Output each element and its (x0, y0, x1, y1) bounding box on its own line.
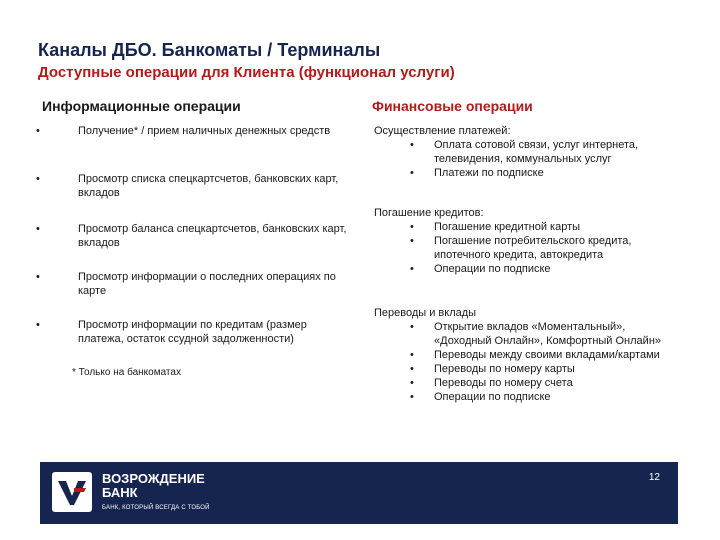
page-title: Каналы ДБО. Банкоматы / Терминалы (38, 40, 381, 60)
list-item (374, 234, 684, 262)
group-item-text: Переводы по номеру карты (434, 363, 575, 375)
bullet: • (410, 139, 414, 151)
bullet: • (410, 377, 414, 389)
group-item-text: Погашение потребительского кредита, ипотечного кредита, автокредита (434, 235, 632, 261)
group-item-text: Открытие вкладов «Моментальный», «Доходный Онлайн», Комфортный Онлайн» (434, 321, 662, 347)
group-item-text: Оплата сотовой связи, услуг интернета, телевидения, коммунальных услуг (434, 139, 639, 165)
bullet: • (410, 221, 414, 233)
bullet: • (410, 167, 414, 179)
footer-banner (40, 462, 678, 524)
info-item-text: Получение* / прием наличных денежных средств (78, 125, 331, 137)
bank-name-line1: ВОЗРОЖДЕНИЕ (102, 471, 205, 486)
info-item-text: Просмотр информации по кредитам (размер платежа, остаток ссудной задолженности) (78, 319, 307, 345)
group-item-text: Платежи по подписке (434, 167, 544, 179)
bank-logo-icon (52, 472, 92, 512)
group-title: Осуществление платежей: (374, 125, 511, 137)
credits-group (374, 206, 684, 276)
info-item-text: Просмотр списка спецкартсчетов, банковских карт, вкладов (78, 173, 339, 199)
fin-column-heading: Финансовые операции (372, 98, 533, 114)
group-item-text: Переводы по номеру счета (434, 377, 573, 389)
list-item (374, 138, 684, 166)
bullet: • (36, 125, 40, 137)
transfers-group (374, 306, 684, 404)
list-item (374, 362, 684, 376)
bullet: • (410, 391, 414, 403)
bullet: • (410, 349, 414, 361)
list-item (374, 320, 684, 348)
page-number: 12 (648, 472, 660, 483)
bullet: • (410, 363, 414, 375)
bank-name-line2: БАНК (102, 485, 138, 500)
bullet: • (36, 271, 40, 283)
info-column-heading: Информационные операции (42, 98, 241, 114)
group-title: Переводы и вклады (374, 307, 477, 319)
group-item-text: Операции по подписке (434, 391, 551, 403)
info-item-text: Просмотр информации о последних операциях по карте (78, 271, 336, 297)
bullet: • (410, 263, 414, 275)
bank-slogan: БАНК, КОТОРЫЙ ВСЕГДА С ТОБОЙ (102, 505, 210, 511)
bullet: • (36, 319, 40, 331)
bullet: • (36, 223, 40, 235)
page-subtitle: Доступные операции для Клиента (функционал услуги) (38, 64, 455, 81)
bullet: • (410, 321, 414, 333)
group-item-text: Операции по подписке (434, 263, 551, 275)
bank-name (102, 472, 205, 500)
footnote: * Только на банкоматах (72, 367, 181, 378)
list-item (374, 376, 684, 390)
group-item-text: Погашение кредитной карты (434, 221, 581, 233)
list-item (374, 390, 684, 404)
bullet: • (410, 235, 414, 247)
bullet: • (36, 173, 40, 185)
list-item (374, 348, 684, 362)
list-item (374, 166, 684, 180)
group-title: Погашение кредитов: (374, 207, 484, 219)
payments-group (374, 124, 684, 180)
list-item (374, 220, 684, 234)
group-item-text: Переводы между своими вкладами/картами (434, 349, 660, 361)
info-item-text: Просмотр баланса спецкартсчетов, банковских карт, вкладов (78, 223, 347, 249)
list-item (374, 262, 684, 276)
